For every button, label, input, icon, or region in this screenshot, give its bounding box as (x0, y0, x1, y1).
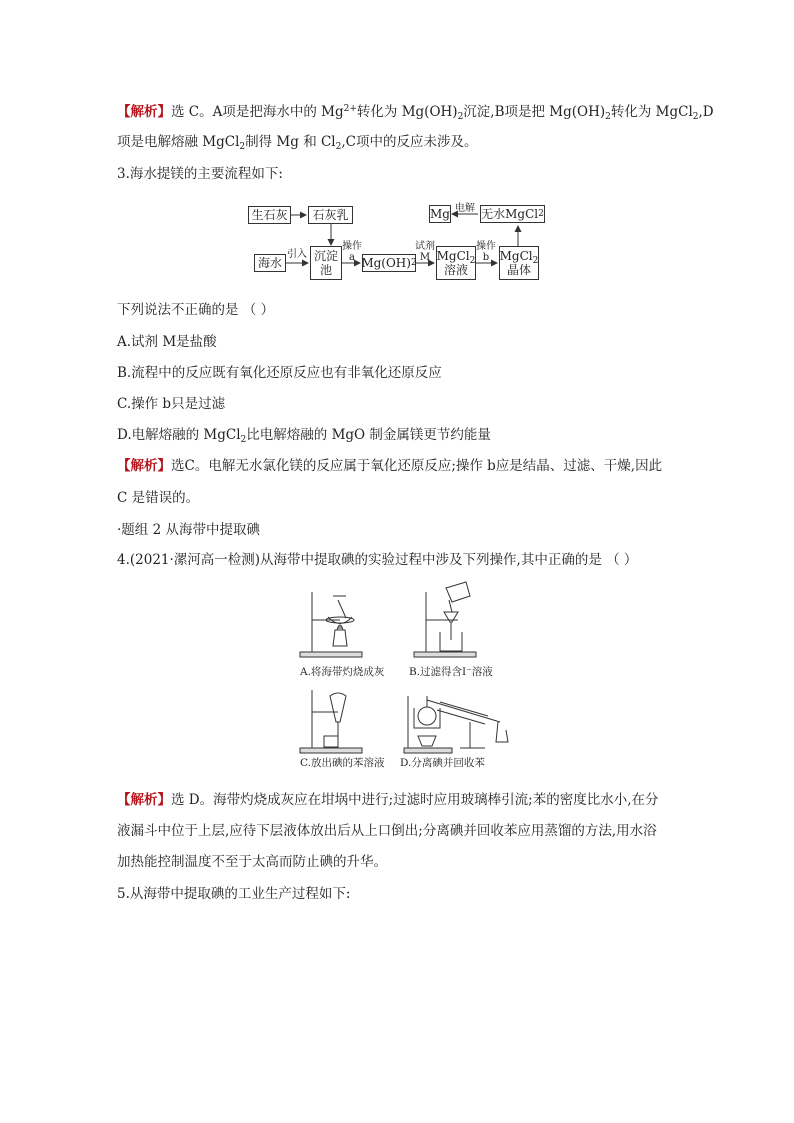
box-mg: Mg (430, 207, 450, 221)
label-electrolysis: 电解 (455, 203, 475, 214)
q5-stem: 5.从海带中提取碘的工业生产过程如下: (117, 886, 351, 902)
q4-analysis-line-1: 【解析】选 D。海带灼烧成灰应在坩埚中进行;过滤时应用玻璃棒引流;苯的密度比水小,在分 (117, 792, 659, 808)
caption-d: D.分离碘并回收苯 (400, 757, 485, 769)
q3-analysis-line-2: C 是错误的。 (117, 490, 200, 506)
caption-c: C.放出碘的苯溶液 (300, 757, 385, 769)
box-mg-oh-2: Mg(OH) 2 (361, 256, 417, 270)
analysis-tag: 【解析】 (117, 104, 171, 120)
q3-option-d: D.电解熔融的 MgCl$_2$比电解熔融的 MgO 制金属镁更节约能量 (117, 427, 491, 445)
label-a: a (349, 252, 355, 263)
q2-analysis-line-1: 【解析】选 C。A项是把海水中的 $Mg^{2+}$转化为 $Mg(OH)_2$沉淀,B项是把 $Mg(OH)_2$转化为 MgCl$_2$,D (117, 104, 714, 122)
label-M: M (419, 252, 431, 263)
q2-analysis-line-2: 项是电解熔融 MgCl$_2$制得 Mg 和 $Cl_2,C$项中的反应未涉及。 (117, 134, 478, 152)
box-lime-milk: 石灰乳 (308, 206, 353, 224)
q3-stem: 3.海水提镁的主要流程如下: (117, 166, 283, 182)
q3-option-c: C.操作 b只是过滤 (117, 396, 226, 412)
box-quicklime: 生石灰 (248, 206, 291, 224)
label-reagent: 试剂 (415, 241, 435, 252)
q3-option-a: A.试剂 M是盐酸 (117, 334, 217, 350)
q4-analysis-line-2: 液漏斗中位于上层,应待下层液体放出后从上口倒出;分离碘并回收苯应用蒸馏的方法,用水浴 (117, 823, 657, 839)
box-mgcl2-solution: MgCl$_2$ 溶液 (436, 246, 476, 280)
label-introduce: 引入 (287, 249, 307, 260)
analysis-tag: 【解析】 (117, 458, 171, 474)
caption-b: B.过滤得含I⁻溶液 (409, 666, 493, 678)
apparatus-d-distillation (404, 696, 508, 753)
group-2-heading: ·题组 2 从海带中提取碘 (117, 522, 260, 538)
q3-analysis-line-1: 【解析】选C。电解无水氯化镁的反应属于氧化还原反应;操作 b应是结晶、过滤、干燥,因此 (117, 458, 663, 474)
box-seawater: 海水 (254, 254, 286, 272)
box-anhydrous-mgcl2: 无水MgCl 2 (481, 207, 544, 221)
q4-analysis-line-3: 加热能控制温度不至于太高而防止碘的升华。 (117, 854, 387, 870)
analysis-tag: 【解析】 (117, 792, 171, 808)
apparatus-a-burning (300, 592, 362, 657)
label-operation-a: 操作 (342, 241, 362, 252)
box-settling-tank: 沉淀 池 (310, 246, 342, 280)
label-b: b (482, 252, 490, 263)
caption-a: A.将海带灼烧成灰 (300, 666, 385, 678)
label-operation-b: 操作 (476, 241, 496, 252)
q3-option-b: B.流程中的反应既有氧化还原反应也有非氧化还原反应 (117, 365, 442, 381)
apparatus-b-filtration (414, 582, 476, 657)
apparatus-c-separatory-funnel (300, 690, 362, 753)
box-mgcl2-crystal: MgCl$_2$ 晶体 (499, 246, 539, 280)
q4-stem: 4.(2021·漯河高一检测)从海带中提取碘的实验过程中涉及下列操作,其中正确的是 （ ） (117, 552, 638, 568)
q3-question: 下列说法不正确的是 （ ） (117, 302, 275, 318)
